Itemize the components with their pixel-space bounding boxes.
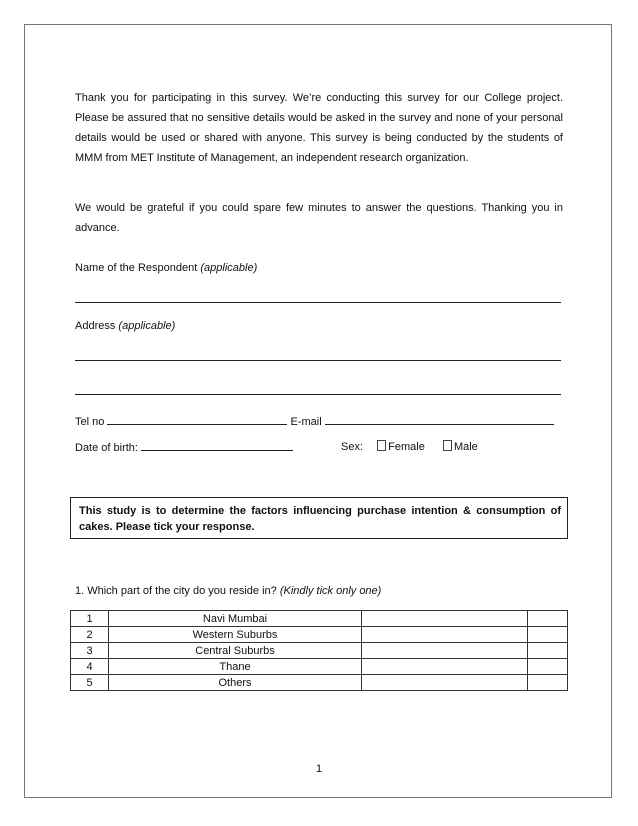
question-1-note: (Kindly tick only one) (279, 585, 382, 597)
option-label: Thane (109, 659, 362, 675)
address-label-row (75, 320, 175, 332)
table-row (71, 659, 568, 675)
question-1-text: 1. Which part of the city do you reside in? (75, 585, 277, 597)
tel-label: Tel no (75, 416, 105, 428)
address-field-line-2[interactable] (75, 394, 561, 395)
male-label: Male (453, 441, 478, 453)
sex-option-male[interactable] (443, 441, 478, 453)
address-label: Address (75, 320, 116, 332)
blank-cell (528, 611, 568, 627)
blank-cell (528, 659, 568, 675)
study-notice-box: This study is to determine the factors influencing purchase intention & consumption of cakes. Please tick your response. (70, 497, 568, 539)
email-field[interactable] (325, 414, 554, 425)
option-label: Western Suburbs (109, 627, 362, 643)
blank-cell (528, 675, 568, 691)
female-checkbox-icon[interactable] (377, 440, 386, 451)
blank-cell (528, 643, 568, 659)
name-label-row (75, 262, 257, 274)
option-label: Others (109, 675, 362, 691)
option-number: 4 (71, 659, 109, 675)
tick-cell[interactable] (362, 627, 528, 643)
sex-row (341, 440, 478, 453)
name-field[interactable] (75, 302, 561, 303)
address-field-line-1[interactable] (75, 360, 561, 361)
dob-field[interactable] (141, 440, 293, 451)
address-note: (applicable) (118, 320, 176, 332)
tick-cell[interactable] (362, 643, 528, 659)
contact-row (75, 414, 554, 428)
tel-field[interactable] (107, 414, 287, 425)
option-label: Navi Mumbai (109, 611, 362, 627)
dob-label: Date of birth: (75, 442, 138, 454)
name-note: (applicable) (200, 262, 258, 274)
table-row (71, 643, 568, 659)
table-row (71, 627, 568, 643)
sex-option-female[interactable] (377, 441, 428, 453)
intro-paragraph: Thank you for participating in this survey. We’re conducting this survey for our College project. Please be assured that no sensitive details would be asked in the survey and none of your personal details would be used or shared with anyone. This survey is being conducted by the students of MMM from MET Institute of Management, an independent research organization. (75, 92, 563, 164)
sex-label: Sex: (341, 441, 364, 453)
dob-row (75, 440, 293, 454)
option-number: 3 (71, 643, 109, 659)
blank-cell (528, 627, 568, 643)
email-label: E-mail (290, 416, 322, 428)
male-checkbox-icon[interactable] (443, 440, 452, 451)
table-row (71, 675, 568, 691)
option-number: 1 (71, 611, 109, 627)
tick-cell[interactable] (362, 659, 528, 675)
tick-cell[interactable] (362, 611, 528, 627)
question-1 (75, 585, 381, 597)
table-row (71, 611, 568, 627)
option-number: 2 (71, 627, 109, 643)
female-label: Female (388, 441, 425, 453)
option-label: Central Suburbs (109, 643, 362, 659)
tick-cell[interactable] (362, 675, 528, 691)
page-number: 1 (315, 763, 323, 775)
request-paragraph: We would be grateful if you could spare few minutes to answer the questions. Thanking you in advance. (75, 202, 563, 234)
question-1-options-table (70, 610, 568, 691)
option-number: 5 (71, 675, 109, 691)
name-label: Name of the Respondent (75, 262, 198, 274)
